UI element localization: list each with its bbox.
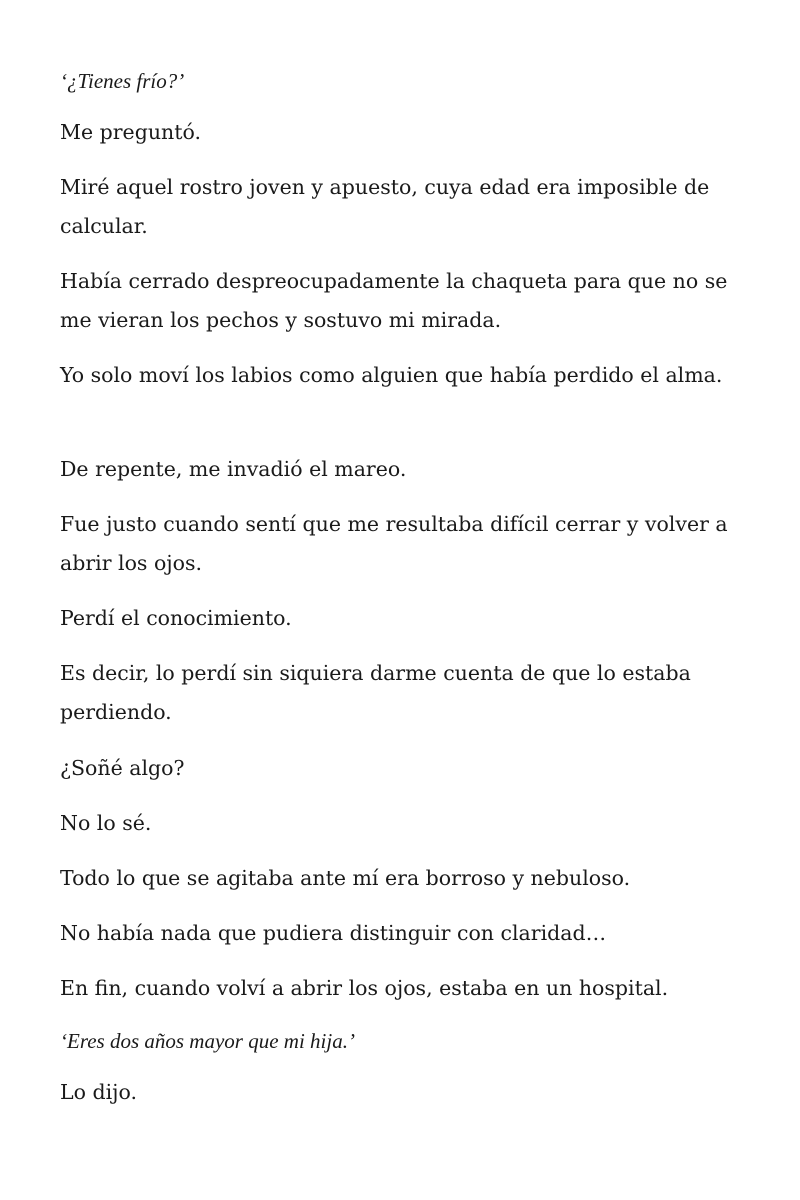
paragraph-dialogue: ‘¿Tienes frío?’ — [60, 69, 185, 93]
paragraph: En fin, cuando volví a abrir los ojos, estaba en un hospital. — [60, 976, 669, 1000]
paragraph: Miré aquel rostro joven y apuesto, cuya edad era imposible de calcular. — [60, 175, 710, 238]
paragraph: No había nada que pudiera distinguir con claridad… — [60, 921, 607, 945]
paragraph: Es decir, lo perdí sin siquiera darme cuenta de que lo estaba perdiendo. — [60, 661, 691, 724]
paragraph: Perdí el conocimiento. — [60, 606, 292, 630]
paragraph: Me preguntó. — [60, 120, 201, 144]
paragraph: Lo dijo. — [60, 1080, 138, 1104]
paragraph: ¿Soñé algo? — [60, 756, 185, 780]
paragraph: Había cerrado despreocupadamente la chaqueta para que no se me vieran los pechos y sostuvo mi mirada. — [60, 269, 728, 332]
paragraph: Todo lo que se agitaba ante mí era borroso y nebuloso. — [60, 866, 631, 890]
paragraph-dialogue: ‘Eres dos años mayor que mi hija.’ — [60, 1029, 355, 1053]
paragraph: De repente, me invadió el mareo. — [60, 457, 407, 481]
paragraph: No lo sé. — [60, 811, 152, 835]
paragraph: Yo solo moví los labios como alguien que había perdido el alma. — [60, 363, 723, 387]
paragraph: Fue justo cuando sentí que me resultaba difícil cerrar y volver a abrir los ojos. — [60, 512, 728, 575]
